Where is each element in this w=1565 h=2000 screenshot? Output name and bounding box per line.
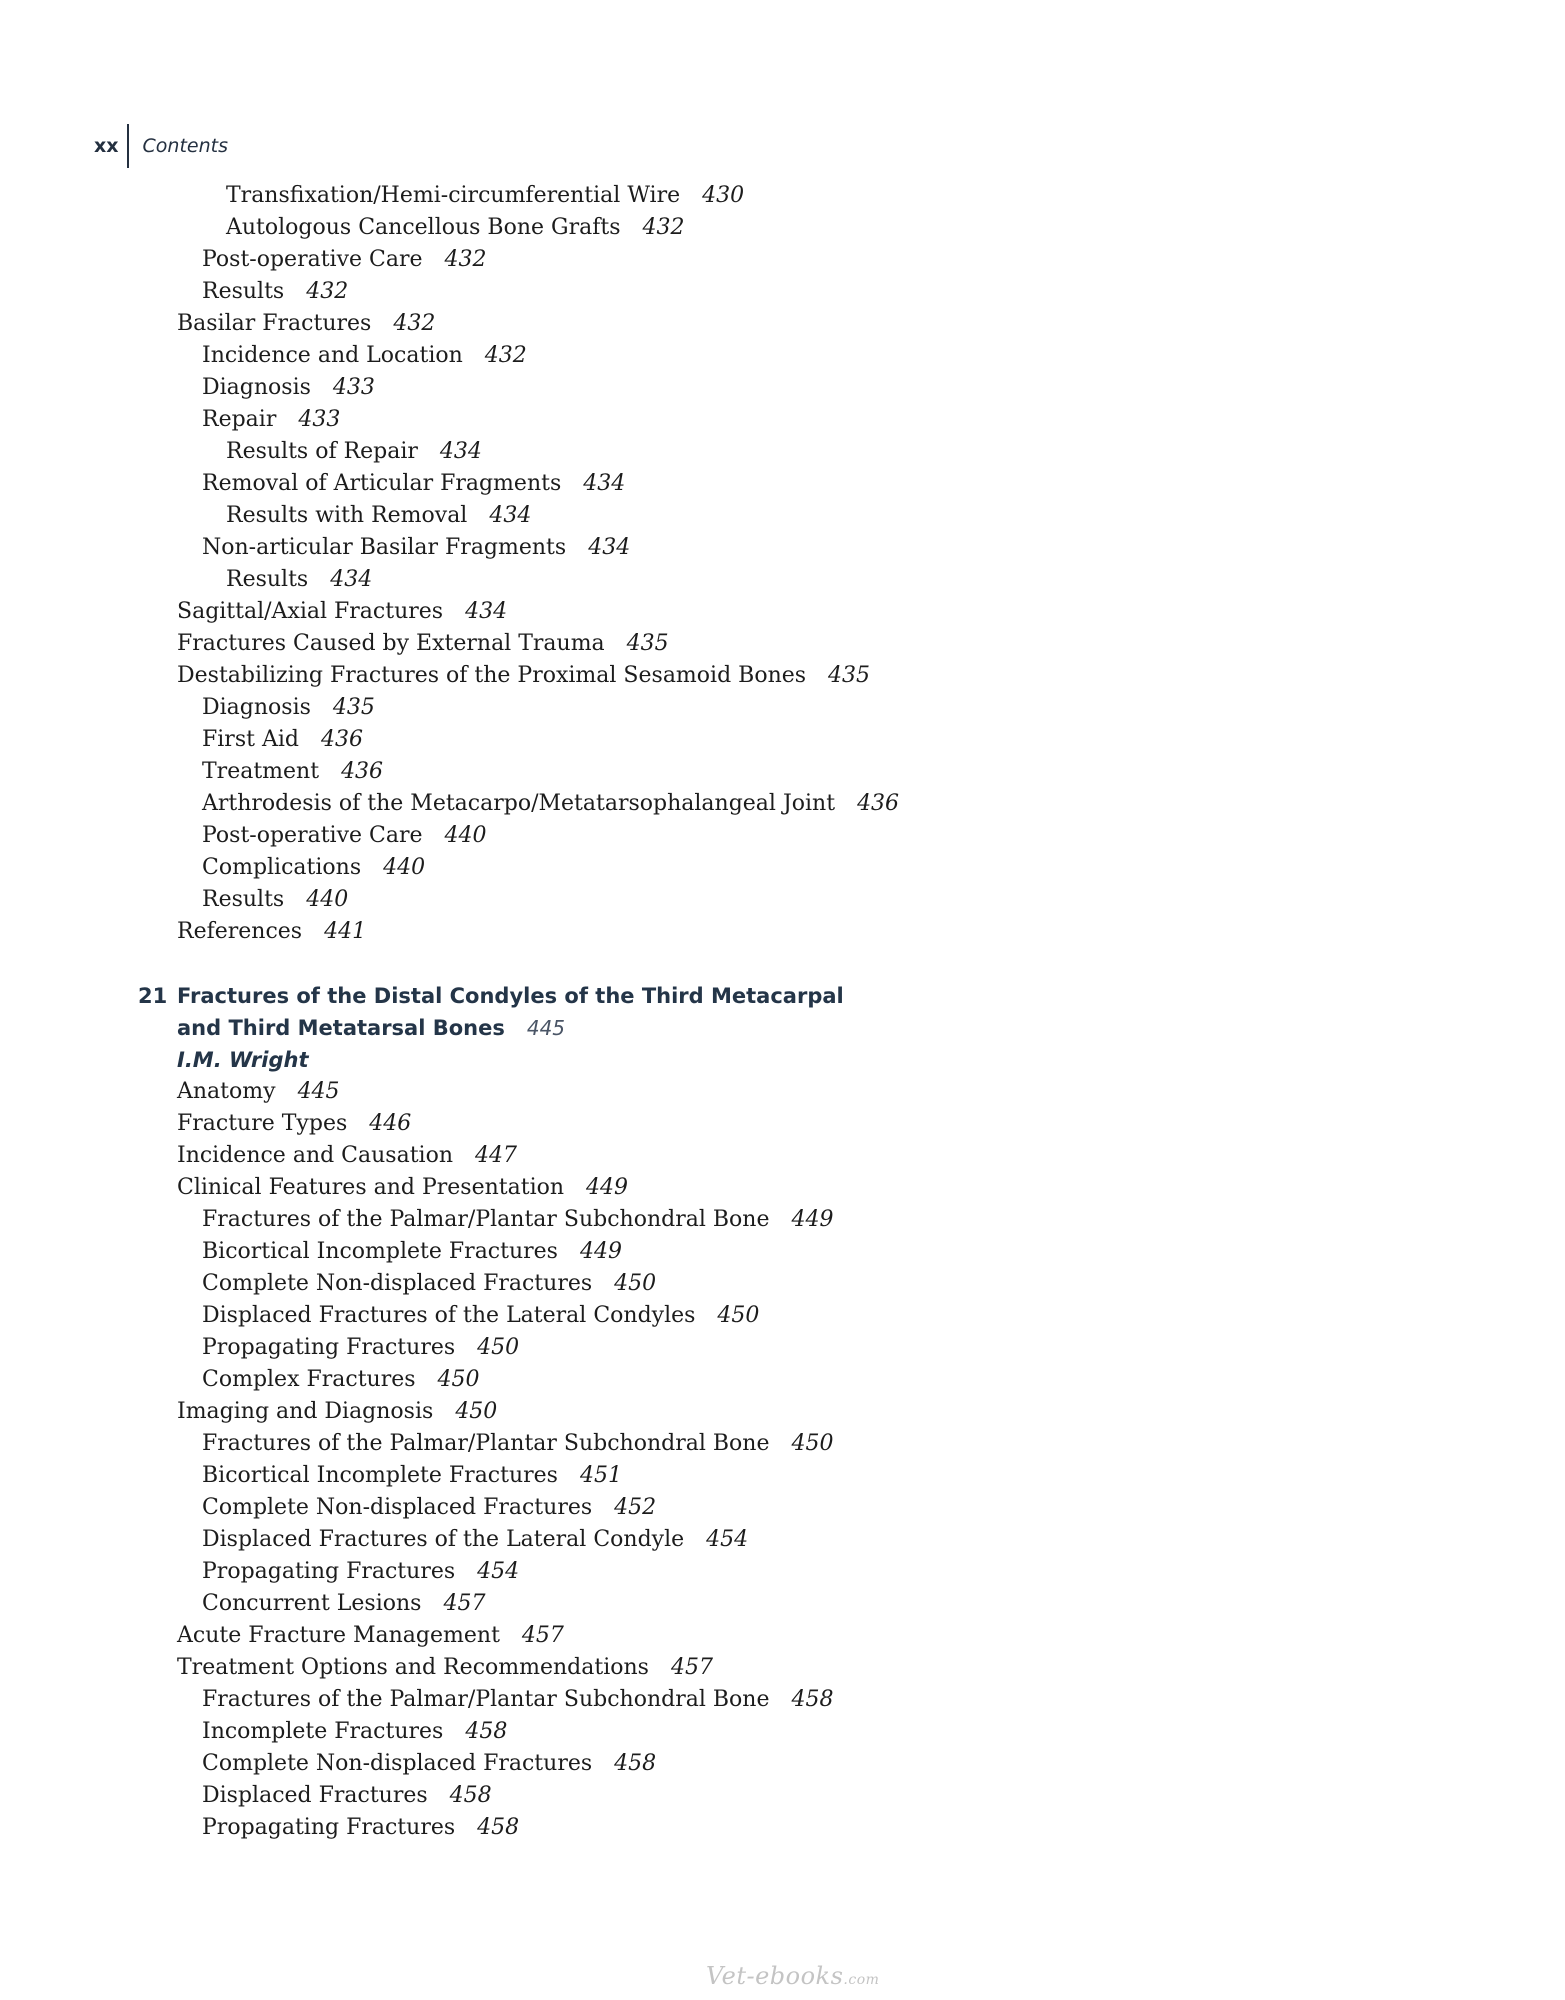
toc-entry-page: 458	[465, 1719, 508, 1744]
toc-entry-title: Results	[226, 567, 309, 592]
toc-entry[interactable]	[0, 1172, 1565, 1204]
toc-entry-page: 454	[477, 1559, 520, 1584]
chapter-gap	[0, 948, 1565, 980]
toc-entry-title: Non-articular Basilar Fragments	[202, 535, 567, 560]
chapter-title-line-2: and Third Metatarsal Bones	[177, 1016, 505, 1040]
toc-entry[interactable]	[0, 500, 1565, 532]
toc-entry[interactable]	[0, 1076, 1565, 1108]
toc-entry-page: 432	[642, 215, 685, 240]
toc-entry-page: 447	[475, 1143, 517, 1168]
toc-entry-page: 436	[857, 791, 900, 816]
toc-entry[interactable]	[0, 340, 1565, 372]
toc-entry-title: Transfixation/Hemi-circumferential Wire	[226, 183, 681, 208]
toc-entry[interactable]	[0, 1748, 1565, 1780]
toc-entry-title: Displaced Fractures of the Lateral Condyles	[202, 1303, 696, 1328]
toc-entry-title: Complications	[202, 855, 362, 880]
toc-entry-title: Incomplete Fractures	[202, 1719, 444, 1744]
toc-entry-title: Basilar Fractures	[177, 311, 372, 336]
running-header	[94, 124, 228, 168]
table-of-contents	[0, 180, 1565, 1844]
toc-entry-page: 435	[626, 631, 669, 656]
toc-entry[interactable]	[0, 1300, 1565, 1332]
toc-entry-title: Clinical Features and Presentation	[177, 1175, 565, 1200]
toc-entry[interactable]	[0, 596, 1565, 628]
toc-entry[interactable]	[0, 212, 1565, 244]
toc-entry-page: 457	[670, 1655, 713, 1680]
toc-entry[interactable]	[0, 1556, 1565, 1588]
toc-entry-page: 440	[444, 823, 487, 848]
toc-entry-title: Results	[202, 887, 285, 912]
toc-entry[interactable]	[0, 916, 1565, 948]
toc-entry-page: 458	[614, 1751, 657, 1776]
toc-entry-page: 436	[320, 727, 363, 752]
toc-entry-page: 441	[324, 919, 367, 944]
toc-entry[interactable]	[0, 1620, 1565, 1652]
toc-entry[interactable]	[0, 852, 1565, 884]
toc-entry-title: Repair	[202, 407, 277, 432]
toc-entry-page: 450	[791, 1431, 834, 1456]
toc-entry[interactable]	[0, 1684, 1565, 1716]
toc-entry[interactable]	[0, 1332, 1565, 1364]
toc-entry-page: 430	[702, 183, 745, 208]
toc-entry-page: 434	[465, 599, 508, 624]
toc-entry[interactable]	[0, 1428, 1565, 1460]
toc-entry-page: 432	[306, 279, 349, 304]
toc-entry-title: References	[177, 919, 303, 944]
toc-entry-page: 434	[439, 439, 482, 464]
running-head-title: Contents	[142, 135, 228, 157]
toc-entry-page: 435	[828, 663, 871, 688]
toc-entry-page: 432	[444, 247, 487, 272]
toc-entry-title: Propagating Fractures	[202, 1559, 456, 1584]
toc-entry-title: Complete Non-displaced Fractures	[202, 1495, 593, 1520]
toc-entry-title: Post-operative Care	[202, 823, 423, 848]
toc-entry-title: Fractures of the Palmar/Plantar Subchondral Bone	[202, 1207, 770, 1232]
toc-entry-page: 449	[791, 1207, 834, 1232]
toc-entry-page: 458	[791, 1687, 834, 1712]
toc-entry-title: Fractures of the Palmar/Plantar Subchondral Bone	[202, 1687, 770, 1712]
header-divider	[127, 124, 129, 168]
toc-entry[interactable]	[0, 884, 1565, 916]
chapter-title-line-1: Fractures of the Distal Condyles of the Third Metacarpal	[177, 984, 844, 1008]
toc-entry[interactable]	[0, 372, 1565, 404]
toc-entry-page: 449	[586, 1175, 629, 1200]
toc-entry-page: 446	[369, 1111, 412, 1136]
toc-entry-title: Incidence and Location	[202, 343, 463, 368]
toc-entry-page: 440	[306, 887, 349, 912]
toc-entry-title: Diagnosis	[202, 695, 311, 720]
toc-entry-page: 440	[383, 855, 426, 880]
toc-entry-page: 434	[330, 567, 373, 592]
toc-entry-page: 436	[341, 759, 384, 784]
toc-entry-page: 451	[579, 1463, 622, 1488]
toc-entry-title: Propagating Fractures	[202, 1335, 456, 1360]
toc-entry[interactable]	[0, 404, 1565, 436]
toc-entry-page: 432	[484, 343, 527, 368]
toc-entry-title: Bicortical Incomplete Fractures	[202, 1239, 558, 1264]
toc-entry-title: Complete Non-displaced Fractures	[202, 1751, 593, 1776]
toc-entry-page: 457	[443, 1591, 486, 1616]
toc-entry[interactable]	[0, 660, 1565, 692]
toc-entry-page: 434	[489, 503, 532, 528]
toc-entry-page: 450	[614, 1271, 657, 1296]
chapter-author: I.M. Wright	[177, 1048, 309, 1072]
toc-entry[interactable]	[0, 1460, 1565, 1492]
toc-entry[interactable]	[0, 1812, 1565, 1844]
toc-entry[interactable]	[0, 692, 1565, 724]
toc-entry[interactable]	[0, 1588, 1565, 1620]
toc-entry[interactable]	[0, 756, 1565, 788]
toc-entry-page: 432	[393, 311, 436, 336]
toc-entry-title: Anatomy	[177, 1079, 276, 1104]
toc-entry-page: 450	[477, 1335, 520, 1360]
toc-entry-page: 435	[332, 695, 375, 720]
toc-entry-page: 458	[449, 1783, 492, 1808]
toc-entry[interactable]	[0, 532, 1565, 564]
chapter-heading-cont[interactable]	[0, 1012, 1565, 1044]
toc-entry[interactable]	[0, 436, 1565, 468]
chapter-page: 445	[526, 1016, 566, 1040]
toc-entry[interactable]	[0, 1268, 1565, 1300]
chapter-author-row	[0, 1044, 1565, 1076]
watermark-suffix: .com	[843, 1972, 880, 1988]
toc-entry-title: Arthrodesis of the Metacarpo/Metatarsophalangeal Joint	[202, 791, 836, 816]
toc-entry-page: 450	[717, 1303, 760, 1328]
toc-entry[interactable]	[0, 276, 1565, 308]
toc-entry[interactable]	[0, 1716, 1565, 1748]
toc-entry[interactable]	[0, 1652, 1565, 1684]
toc-entry[interactable]	[0, 1204, 1565, 1236]
toc-entry-title: Displaced Fractures of the Lateral Condyle	[202, 1527, 685, 1552]
toc-entry-title: Treatment	[202, 759, 320, 784]
watermark-logo	[706, 1962, 879, 1990]
toc-entry-title: Complex Fractures	[202, 1367, 416, 1392]
toc-entry-page: 450	[437, 1367, 480, 1392]
toc-entry-title: Imaging and Diagnosis	[177, 1399, 434, 1424]
toc-entry-page: 452	[614, 1495, 657, 1520]
toc-entry[interactable]	[0, 244, 1565, 276]
toc-entry-page: 434	[588, 535, 631, 560]
toc-entry[interactable]	[0, 1108, 1565, 1140]
toc-entry-title: Fractures Caused by External Trauma	[177, 631, 605, 656]
toc-entry-page: 433	[298, 407, 341, 432]
toc-entry-title: Sagittal/Axial Fractures	[177, 599, 444, 624]
toc-entry-title: Results	[202, 279, 285, 304]
toc-entry-title: Removal of Articular Fragments	[202, 471, 562, 496]
toc-entry[interactable]	[0, 724, 1565, 756]
toc-entry-page: 433	[332, 375, 375, 400]
toc-entry-title: Autologous Cancellous Bone Grafts	[226, 215, 621, 240]
toc-entry-page: 457	[521, 1623, 564, 1648]
toc-entry-title: Displaced Fractures	[202, 1783, 428, 1808]
toc-entry[interactable]	[0, 1140, 1565, 1172]
toc-entry-title: Incidence and Causation	[177, 1143, 453, 1168]
toc-entry[interactable]	[0, 788, 1565, 820]
watermark-text: Vet-ebooks	[706, 1962, 844, 1990]
toc-entry-page: 450	[455, 1399, 498, 1424]
toc-entry-page: 449	[579, 1239, 622, 1264]
toc-entry[interactable]	[0, 1364, 1565, 1396]
toc-entry-title: Post-operative Care	[202, 247, 423, 272]
toc-entry-page: 445	[297, 1079, 340, 1104]
toc-entry[interactable]	[0, 1492, 1565, 1524]
toc-entry-title: Fractures of the Palmar/Plantar Subchondral Bone	[202, 1431, 770, 1456]
toc-section-chapter-21	[0, 1076, 1565, 1844]
toc-entry[interactable]	[0, 820, 1565, 852]
toc-entry-title: Results with Removal	[226, 503, 468, 528]
toc-entry-page: 454	[706, 1527, 749, 1552]
toc-entry-title: Concurrent Lesions	[202, 1591, 422, 1616]
toc-entry-title: Results of Repair	[226, 439, 418, 464]
toc-entry-title: Treatment Options and Recommendations	[177, 1655, 649, 1680]
toc-entry[interactable]	[0, 628, 1565, 660]
toc-entry[interactable]	[0, 564, 1565, 596]
chapter-number: 21	[138, 984, 168, 1008]
toc-entry-page: 434	[583, 471, 626, 496]
toc-entry[interactable]	[0, 180, 1565, 212]
toc-entry-title: Destabilizing Fractures of the Proximal Sesamoid Bones	[177, 663, 807, 688]
toc-entry[interactable]	[0, 1524, 1565, 1556]
toc-entry[interactable]	[0, 468, 1565, 500]
toc-entry[interactable]	[0, 308, 1565, 340]
toc-entry-title: Fracture Types	[177, 1111, 348, 1136]
page-number: xx	[94, 135, 119, 157]
toc-entry-title: Acute Fracture Management	[177, 1623, 500, 1648]
toc-entry-title: Bicortical Incomplete Fractures	[202, 1463, 558, 1488]
toc-entry[interactable]	[0, 1780, 1565, 1812]
toc-entry[interactable]	[0, 1396, 1565, 1428]
toc-entry[interactable]	[0, 1236, 1565, 1268]
toc-entry-page: 458	[477, 1815, 520, 1840]
toc-entry-title: Propagating Fractures	[202, 1815, 456, 1840]
toc-entry-title: Diagnosis	[202, 375, 311, 400]
toc-section-chapter-20	[0, 180, 1565, 948]
toc-entry-title: First Aid	[202, 727, 299, 752]
toc-entry-title: Complete Non-displaced Fractures	[202, 1271, 593, 1296]
chapter-heading[interactable]	[0, 980, 1565, 1012]
